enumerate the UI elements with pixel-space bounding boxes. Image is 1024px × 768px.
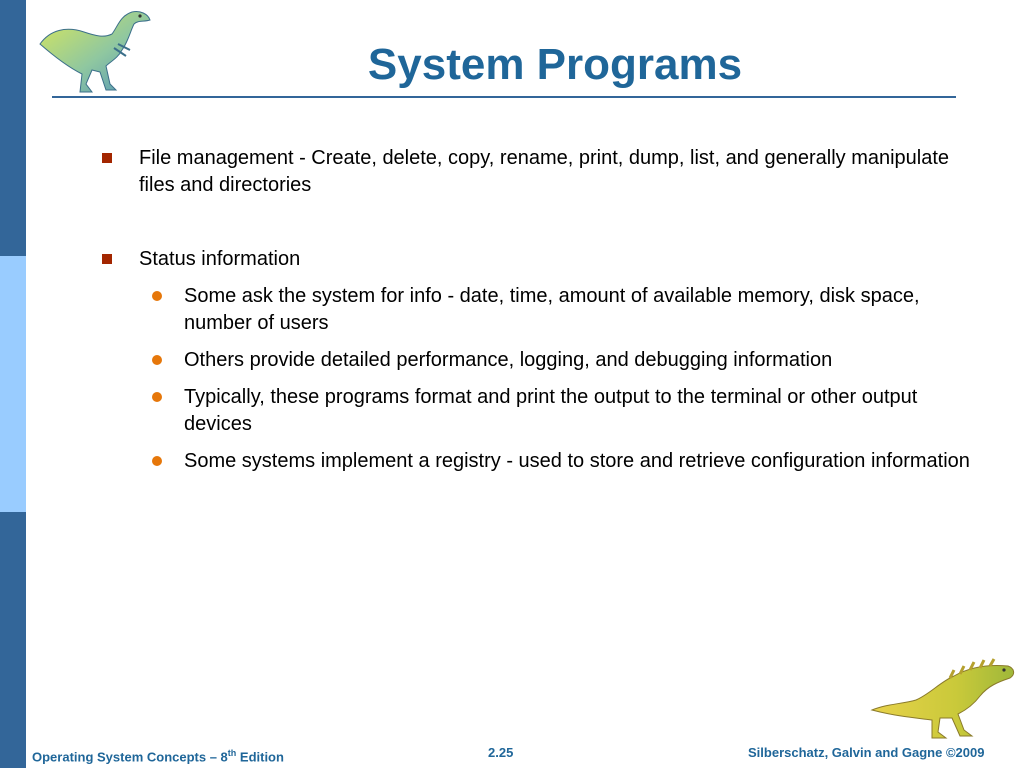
round-bullet-icon: [152, 456, 162, 466]
dinosaur-icon: [868, 656, 1018, 740]
round-bullet-icon: [152, 355, 162, 365]
bullet-status-information: Status information: [139, 248, 301, 270]
square-bullet-icon: [102, 254, 112, 264]
sub-bullet-output-format: Typically, these programs format and print the output to the terminal or other output devices: [184, 386, 918, 435]
round-bullet-icon: [152, 291, 162, 301]
sub-bullet-registry: Some systems implement a registry - used to store and retrieve configuration information: [184, 450, 970, 472]
footer-page-number: 2.25: [488, 745, 514, 760]
footer-book-prefix: Operating System Concepts – 8: [32, 749, 228, 765]
sub-bullet-system-info: Some ask the system for info - date, time, amount of available memory, disk space, number of users: [184, 285, 920, 334]
footer-book-title: [32, 744, 284, 766]
round-bullet-icon: [152, 392, 162, 402]
slide-title: System Programs: [367, 40, 743, 89]
footer-authors: Silberschatz, Galvin and Gagne ©2009: [748, 745, 985, 760]
footer-book-suffix: Edition: [236, 749, 284, 765]
sub-bullet-performance-info: Others provide detailed performance, logging, and debugging information: [184, 349, 833, 371]
square-bullet-icon: [102, 153, 112, 163]
bullet-file-management: File management - Create, delete, copy, rename, print, dump, list, and generally manipulate files and directories: [139, 147, 950, 196]
footer-book-sup: th: [227, 748, 237, 758]
